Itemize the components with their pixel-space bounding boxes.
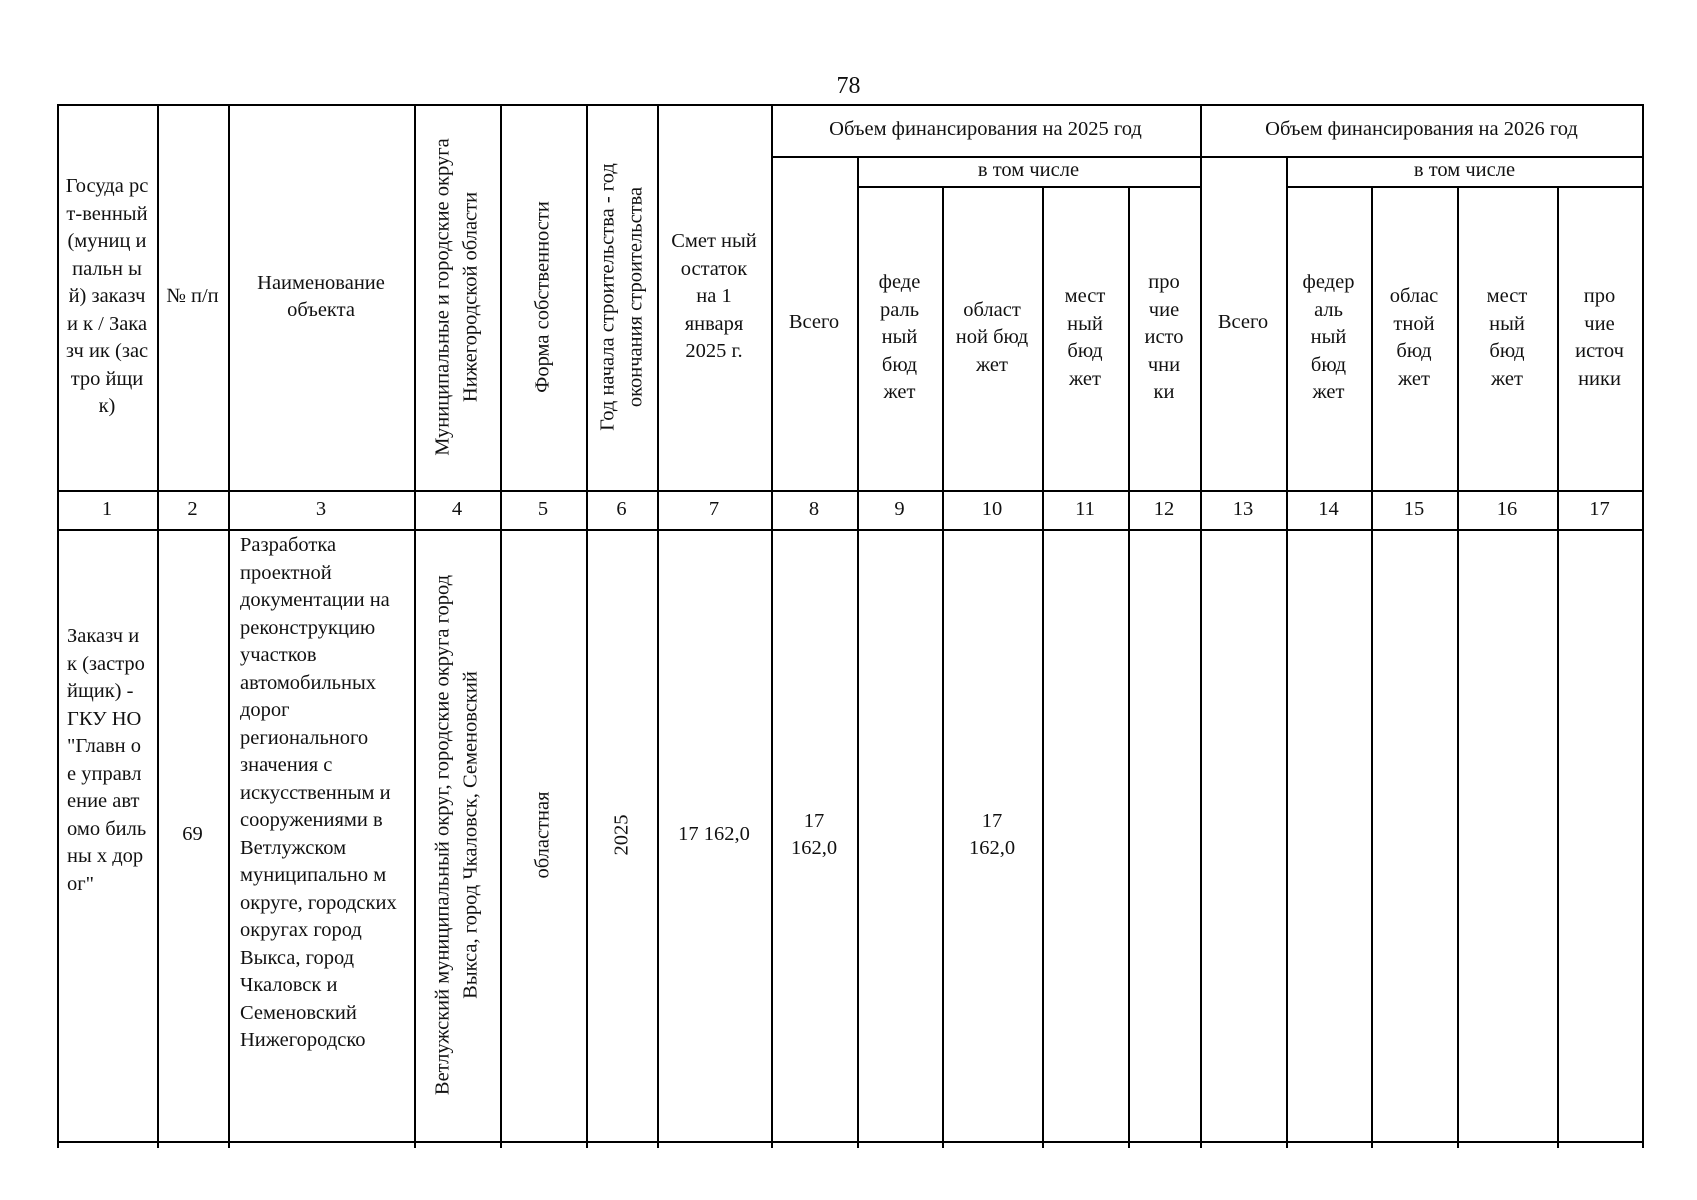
column-number: 11 (1075, 497, 1095, 520)
column-number: 7 (708, 497, 720, 520)
row-ownership: областная (531, 791, 554, 879)
header-regional-2025: област ной бюд жет (955, 298, 1029, 376)
column-number: 8 (808, 497, 820, 520)
header-estimate-balance: Смет ный остаток на 1 января 2025 г. (671, 230, 757, 363)
row-federal-2025 (857, 529, 942, 1141)
header-other-2025: про чие исто чни ки (1144, 271, 1184, 404)
row-local-2025 (1042, 529, 1128, 1141)
column-number: 15 (1403, 497, 1425, 520)
column-number: 2 (187, 497, 198, 520)
header-years: Год начала строительства - год окончания строительства (596, 163, 646, 431)
header-federal-2026: федер аль ный бюд жет (1302, 271, 1355, 404)
row-municipalities: Ветлужский муниципальный округ, городские округа город Выкса, город Чкаловск, Семеновский (431, 574, 481, 1096)
header-num: № п/п (166, 285, 219, 308)
header-total-2025: Всего (788, 311, 840, 334)
row-regional-2026 (1371, 529, 1457, 1141)
row-local-2026 (1457, 529, 1557, 1141)
header-local-2025: мест ный бюд жет (1064, 285, 1106, 390)
column-number: 6 (616, 497, 627, 520)
header-including-2025: в том числе (977, 159, 1080, 182)
row-total-2026 (1200, 529, 1286, 1141)
header-customer: Госуда рст-венный (муниц ипальн ый) заказчи к / Заказч ик (застро йщик) (65, 175, 149, 418)
header-group-2026: Объем финансирования на 2026 год (1265, 118, 1578, 141)
row-estimate-balance: 17 162,0 (678, 823, 750, 846)
column-number: 16 (1496, 497, 1518, 520)
page-number: 78 (836, 73, 861, 99)
row-federal-2026 (1286, 529, 1371, 1141)
header-federal-2025: феде раль ный бюд жет (878, 271, 921, 404)
header-object-name: Наименование объекта (257, 271, 385, 321)
header-municipalities: Муниципальные и городские округа Нижегородской области (431, 138, 481, 456)
column-number: 1 (101, 497, 113, 520)
row-num: 69 (182, 823, 203, 846)
column-number: 4 (451, 497, 463, 520)
row-object-name: Разработка проектной документации на реконструкцию участков автомобильных дорог регионального значения с искусственным и сооружениями в Ветлужском муниципально м округе, городских округах город Выкса, город Чкаловск и Семеновский Нижегородско (240, 534, 397, 1051)
column-number: 5 (537, 497, 549, 520)
header-regional-2026: облас тной бюд жет (1389, 285, 1439, 390)
column-number: 17 (1589, 497, 1610, 520)
row-total-2025: 17 162,0 (790, 809, 838, 859)
row-years: 2025 (609, 814, 632, 856)
column-number: 9 (894, 497, 905, 520)
row-regional-2025: 17 162,0 (968, 809, 1016, 859)
column-number: 12 (1153, 497, 1175, 520)
column-number: 3 (315, 497, 327, 520)
header-total-2026: Всего (1217, 311, 1269, 334)
header-other-2026: про чие источ ники (1575, 285, 1624, 390)
row-other-2026 (1557, 529, 1642, 1141)
header-ownership: Форма собственности (531, 201, 554, 393)
header-local-2026: мест ный бюд жет (1486, 285, 1528, 390)
header-including-2026: в том числе (1413, 159, 1516, 182)
row-customer: Заказч ик (застро йщик) - ГКУ НО "Главн ое управл ение автомо бильны х дорог" (67, 625, 147, 895)
header-group-2025: Объем финансирования на 2025 год (829, 118, 1142, 141)
column-number: 13 (1232, 497, 1254, 520)
column-number: 10 (981, 497, 1003, 520)
row-other-2025 (1128, 529, 1200, 1141)
column-number: 14 (1318, 497, 1339, 520)
